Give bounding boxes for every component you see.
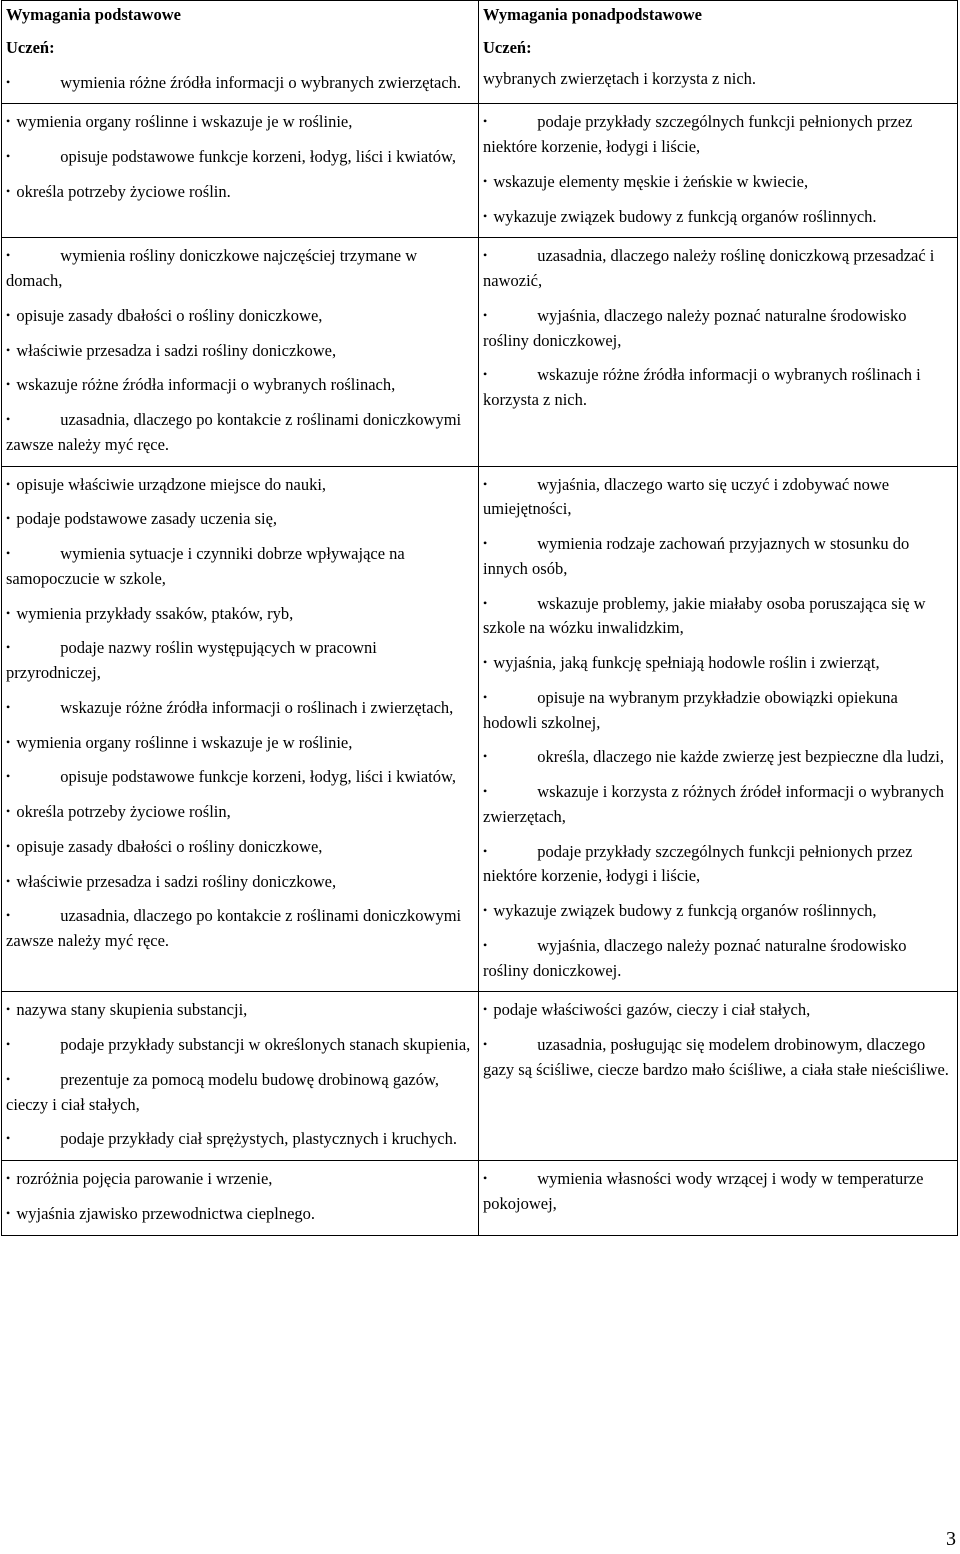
bullet-icon: • bbox=[6, 377, 11, 392]
bullet-icon: • bbox=[6, 149, 11, 163]
bullet-icon: • bbox=[6, 546, 11, 560]
right-requirement-text: wskazuje elementy męskie i żeńskie w kwiecie, bbox=[493, 171, 809, 191]
left-requirement-text: wskazuje różne źródła informacji o wybranych roślinach, bbox=[16, 375, 396, 395]
bullet-icon: • bbox=[483, 937, 488, 952]
table-header-row bbox=[2, 1, 958, 104]
bullet-icon: • bbox=[483, 655, 488, 669]
left-requirement-text: podaje podstawowe zasady uczenia się, bbox=[16, 509, 278, 529]
left-requirement-text: wymienia przykłady ssaków, ptaków, ryb, bbox=[16, 603, 294, 623]
bullet-icon: • bbox=[6, 183, 11, 198]
left-requirement-item bbox=[6, 636, 475, 686]
bullet-icon: • bbox=[483, 248, 488, 263]
left-requirement-item bbox=[6, 473, 475, 498]
basic-requirements-cell bbox=[2, 238, 479, 466]
requirements-table-body bbox=[2, 1, 958, 1236]
right-requirement-text: wyjaśnia, jaką funkcję spełniają hodowle roślin i zwierząt, bbox=[493, 653, 880, 672]
right-requirement-item bbox=[483, 934, 954, 984]
right-requirement-text: wymienia własności wody wrzącej i wody w temperaturze pokojowej, bbox=[483, 1169, 924, 1213]
advanced-requirements-cell bbox=[479, 466, 958, 992]
right-requirement-item bbox=[483, 840, 954, 890]
basic-requirements-cell bbox=[2, 466, 479, 992]
bullet-icon: • bbox=[6, 1205, 11, 1220]
left-requirement-item bbox=[6, 304, 475, 329]
right-requirement-item bbox=[483, 205, 954, 230]
right-requirement-item bbox=[483, 363, 954, 413]
bullet-icon: • bbox=[6, 1071, 11, 1086]
bullet-icon: • bbox=[6, 699, 11, 714]
left-requirement-text: wymienia organy roślinne i wskazuje je w roślinie, bbox=[16, 112, 353, 132]
header-left-subtitle: Uczeń: bbox=[6, 37, 55, 57]
right-requirement-text: wykazuje związek budowy z funkcją organów roślinnych. bbox=[493, 206, 877, 226]
advanced-requirements-cell bbox=[479, 238, 958, 466]
bullet-icon: • bbox=[483, 1037, 488, 1051]
left-requirement-item bbox=[6, 244, 475, 294]
right-requirement-item bbox=[483, 473, 954, 523]
left-requirement-item bbox=[6, 145, 475, 170]
bullet-icon: • bbox=[483, 536, 488, 550]
left-requirement-item bbox=[6, 765, 475, 790]
left-requirement-item bbox=[6, 180, 475, 205]
bullet-icon: • bbox=[483, 903, 488, 917]
left-requirement-text: wymienia organy roślinne i wskazuje je w roślinie, bbox=[16, 732, 353, 752]
bullet-icon: • bbox=[6, 1002, 11, 1017]
page-number: 3 bbox=[946, 1528, 956, 1550]
left-requirement-text: wyjaśnia zjawisko przewodnictwa cieplnego. bbox=[16, 1203, 316, 1223]
left-requirement-item bbox=[6, 800, 475, 825]
left-requirement-item bbox=[6, 373, 475, 398]
table-row bbox=[2, 992, 958, 1161]
right-requirement-text: podaje przykłady szczególnych funkcji pełnionych przez niektóre korzenie, łodygi i liście, bbox=[483, 112, 913, 156]
header-right-title: Wymagania ponadpodstawowe bbox=[483, 5, 702, 24]
right-requirement-text: opisuje na wybranym przykładzie obowiązki opiekuna hodowli szkolnej, bbox=[483, 687, 898, 732]
right-requirement-text: wskazuje różne źródła informacji o wybranych roślinach i korzysta z nich. bbox=[483, 365, 921, 409]
table-row bbox=[2, 466, 958, 992]
bullet-icon: • bbox=[483, 749, 488, 764]
advanced-requirements-cell bbox=[479, 992, 958, 1161]
left-requirement-item bbox=[6, 696, 475, 721]
right-requirement-text: określa, dlaczego nie każde zwierzę jest bezpieczne dla ludzi, bbox=[537, 747, 944, 767]
right-requirement-item bbox=[483, 244, 954, 294]
bullet-icon: • bbox=[6, 1131, 11, 1146]
bullet-icon: • bbox=[483, 208, 488, 223]
left-requirement-text: właściwie przesadza i sadzi rośliny doniczkowe, bbox=[16, 871, 337, 891]
advanced-requirements-cell bbox=[479, 104, 958, 238]
left-requirement-item bbox=[6, 1068, 475, 1118]
header-right-subtitle: Uczeń: bbox=[483, 37, 532, 57]
bullet-icon: • bbox=[483, 1171, 488, 1185]
left-requirement-text: opisuje zasady dbałości o rośliny doniczkowe, bbox=[16, 836, 323, 856]
right-requirement-item bbox=[483, 899, 954, 924]
bullet-icon: • bbox=[6, 873, 11, 888]
left-requirement-text: wymienia rośliny doniczkowe najczęściej trzymane w domach, bbox=[6, 246, 418, 290]
left-requirement-text: prezentuje za pomocą modelu budowę drobinową gazów, cieczy i ciał stałych, bbox=[6, 1069, 439, 1114]
right-requirement-item bbox=[483, 1033, 954, 1083]
basic-requirements-cell bbox=[2, 992, 479, 1161]
right-requirement-text: podaje przykłady szczególnych funkcji pełnionych przez niektóre korzenie, łodygi i liście, bbox=[483, 841, 913, 886]
right-requirement-item bbox=[483, 170, 954, 195]
bullet-icon: • bbox=[483, 307, 488, 322]
right-requirement-item bbox=[483, 686, 954, 736]
left-requirement-item bbox=[6, 904, 475, 954]
left-requirement-text: właściwie przesadza i sadzi rośliny doniczkowe, bbox=[16, 340, 337, 360]
right-requirement-item bbox=[483, 998, 954, 1023]
right-requirement-item bbox=[483, 110, 954, 160]
left-requirement-item bbox=[6, 1167, 475, 1192]
left-requirement-item bbox=[6, 339, 475, 364]
basic-requirements-cell bbox=[2, 104, 479, 238]
table-row bbox=[2, 1161, 958, 1236]
bullet-icon: • bbox=[6, 342, 11, 357]
basic-requirements-cell bbox=[2, 1161, 479, 1236]
right-requirement-text: wymienia rodzaje zachowań przyjaznych w stosunku do innych osób, bbox=[483, 534, 910, 578]
left-requirement-text: podaje przykłady ciał sprężystych, plastycznych i kruchych. bbox=[60, 1129, 457, 1149]
bullet-icon: • bbox=[6, 74, 11, 89]
bullet-icon: • bbox=[483, 843, 488, 858]
left-requirement-item bbox=[6, 998, 475, 1023]
left-requirement-item bbox=[6, 1033, 475, 1058]
left-requirement-text: uzasadnia, dlaczego po kontakcie z roślinami doniczkowymi zawsze należy myć ręce. bbox=[6, 906, 462, 950]
bullet-icon: • bbox=[6, 640, 11, 655]
bullet-icon: • bbox=[6, 838, 11, 853]
left-requirement-item bbox=[6, 542, 475, 592]
bullet-icon: • bbox=[6, 476, 11, 491]
table-row bbox=[2, 238, 958, 466]
advanced-requirements-cell bbox=[479, 1161, 958, 1236]
bullet-icon: • bbox=[483, 689, 488, 704]
right-requirement-item bbox=[483, 592, 954, 642]
left-requirement-text: podaje nazwy roślin występujących w pracowni przyrodniczej, bbox=[6, 638, 377, 682]
right-requirement-text: wskazuje i korzysta z różnych źródeł informacji o wybranych zwierzętach, bbox=[483, 782, 945, 826]
bullet-icon: • bbox=[6, 412, 11, 426]
bullet-icon: • bbox=[483, 114, 488, 129]
left-requirement-text: określa potrzeby życiowe roślin, bbox=[16, 802, 231, 821]
right-requirement-text: wyjaśnia, dlaczego warto się uczyć i zdobywać nowe umiejętności, bbox=[483, 474, 890, 519]
bullet-icon: • bbox=[6, 605, 11, 620]
left-requirement-text: wymienia sytuacje i czynniki dobrze wpływające na samopoczucie w szkole, bbox=[6, 544, 405, 588]
left-requirement-item bbox=[6, 507, 475, 532]
bullet-icon: • bbox=[6, 769, 11, 784]
bullet-icon: • bbox=[6, 1037, 11, 1051]
right-requirement-item bbox=[483, 304, 954, 354]
left-requirement-text: opisuje zasady dbałości o rośliny doniczkowe, bbox=[16, 305, 323, 325]
header-left-cell bbox=[2, 1, 479, 104]
left-requirement-item bbox=[6, 870, 475, 895]
bullet-icon: • bbox=[6, 908, 11, 923]
left-requirement-text: rozróżnia pojęcia parowanie i wrzenie, bbox=[16, 1169, 273, 1188]
bullet-icon: • bbox=[6, 1171, 11, 1185]
bullet-icon: • bbox=[6, 307, 11, 322]
left-requirement-text: opisuje podstawowe funkcje korzeni, łodyg, liści i kwiatów, bbox=[60, 767, 456, 787]
right-requirement-text: podaje właściwości gazów, cieczy i ciał stałych, bbox=[493, 1000, 811, 1020]
right-requirement-text: wykazuje związek budowy z funkcją organów roślinnych, bbox=[493, 901, 877, 920]
right-requirement-text: wyjaśnia, dlaczego należy poznać naturalne środowisko rośliny doniczkowej, bbox=[483, 305, 907, 350]
left-requirement-text: opisuje właściwie urządzone miejsce do nauki, bbox=[16, 474, 327, 494]
requirements-table bbox=[1, 0, 958, 1236]
left-requirement-item bbox=[6, 835, 475, 860]
bullet-icon: • bbox=[6, 248, 11, 263]
left-requirement-item bbox=[6, 71, 475, 96]
left-requirement-item bbox=[6, 602, 475, 627]
left-requirement-text: określa potrzeby życiowe roślin. bbox=[16, 181, 231, 201]
bullet-icon: • bbox=[6, 114, 11, 129]
header-right-cell bbox=[479, 1, 958, 104]
right-requirement-item bbox=[483, 745, 954, 770]
table-row bbox=[2, 104, 958, 238]
left-requirement-item bbox=[6, 408, 475, 458]
right-requirement-item bbox=[483, 780, 954, 830]
left-requirement-text: wskazuje różne źródła informacji o roślinach i zwierzętach, bbox=[60, 697, 454, 717]
left-requirement-item bbox=[6, 1127, 475, 1152]
left-requirement-text: opisuje podstawowe funkcje korzeni, łodyg, liści i kwiatów, bbox=[60, 147, 456, 166]
bullet-icon: • bbox=[483, 595, 488, 610]
right-requirement-text: wskazuje problemy, jakie miałaby osoba poruszająca się w szkole na wózku inwalidzkim, bbox=[483, 593, 926, 638]
bullet-icon: • bbox=[6, 511, 11, 526]
bullet-icon: • bbox=[6, 734, 11, 749]
right-requirement-text: wyjaśnia, dlaczego należy poznać naturalne środowisko rośliny doniczkowej. bbox=[483, 935, 907, 980]
left-requirement-item bbox=[6, 110, 475, 135]
bullet-icon: • bbox=[483, 367, 488, 382]
bullet-icon: • bbox=[483, 1002, 488, 1017]
right-continued-text: wybranych zwierzętach i korzysta z nich. bbox=[483, 68, 757, 88]
right-requirement-text: uzasadnia, posługując się modelem drobinowym, dlaczego gazy są ściśliwe, ciecze bardzo mało ściśliwe, a ciała stałe nieściśliwe. bbox=[483, 1035, 949, 1079]
left-requirement-item bbox=[6, 1202, 475, 1227]
left-requirement-text: podaje przykłady substancji w określonych stanach skupienia, bbox=[60, 1035, 471, 1054]
bullet-icon: • bbox=[483, 173, 488, 188]
bullet-icon: • bbox=[483, 476, 488, 491]
bullet-icon: • bbox=[6, 804, 11, 818]
right-requirement-item bbox=[483, 1167, 954, 1217]
left-requirement-text: uzasadnia, dlaczego po kontakcie z roślinami doniczkowymi zawsze należy myć ręce. bbox=[6, 410, 462, 454]
bullet-icon: • bbox=[483, 784, 488, 798]
right-requirement-item bbox=[483, 651, 954, 676]
left-requirement-text: wymienia różne źródła informacji o wybranych zwierzętach. bbox=[60, 72, 462, 92]
right-requirement-text: uzasadnia, dlaczego należy roślinę doniczkową przesadzać i nawozić, bbox=[483, 246, 935, 290]
left-requirement-item bbox=[6, 731, 475, 756]
header-left-title: Wymagania podstawowe bbox=[6, 5, 181, 24]
right-requirement-item bbox=[483, 532, 954, 582]
left-requirement-text: nazywa stany skupienia substancji, bbox=[16, 1000, 248, 1020]
